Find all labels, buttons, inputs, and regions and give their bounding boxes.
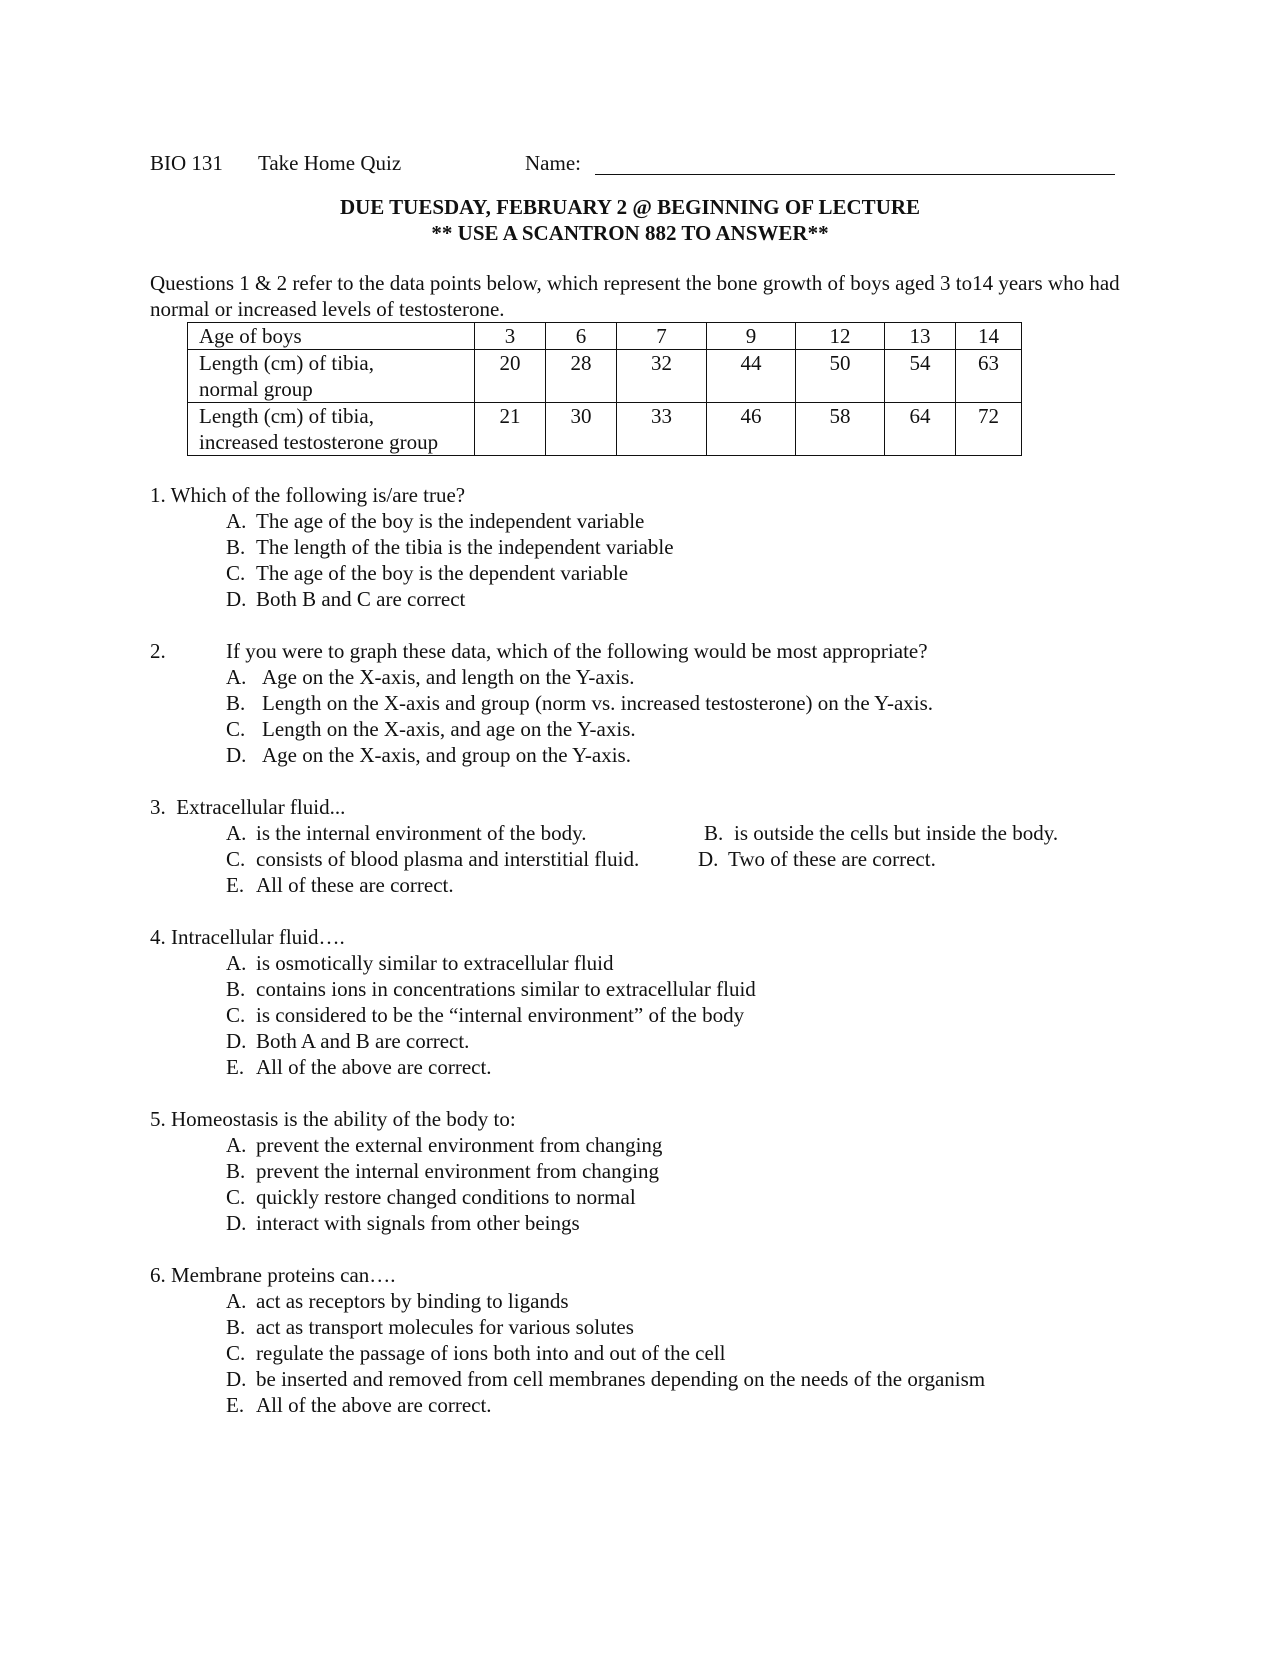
scantron-instruction: ** USE A SCANTRON 882 TO ANSWER** [431,221,829,245]
option-letter: B. [226,1315,246,1339]
question-4 [150,924,1130,1080]
option-letter: C. [226,847,246,871]
answer-option [226,1132,1130,1158]
option-text: All of the above are correct. [256,1393,492,1417]
option-text: prevent the external environment from changing [256,1133,663,1157]
option-letter: A. [226,821,247,845]
question-number: 6. [150,1263,166,1287]
option-letter: B. [226,977,246,1001]
increased-cell: 30 [546,403,617,456]
table-row [188,403,1022,456]
option-letter: D. [698,847,719,871]
option-text: Length on the X-axis, and age on the Y-axis. [262,717,636,741]
row-label-line: Length (cm) of tibia, [199,404,374,428]
options-list [226,664,1130,768]
increased-cell: 33 [617,403,707,456]
normal-cell: 63 [956,350,1022,403]
row-label-normal [188,350,475,403]
option-letter: A. [226,1133,247,1157]
option-letter: B. [226,535,246,559]
option-text: consists of blood plasma and interstitial fluid. [256,847,640,871]
option-letter: E. [226,1055,245,1079]
normal-cell: 28 [546,350,617,403]
question-number: 2. [150,639,166,663]
option-letter: A. [226,509,247,533]
options-list [226,1288,1130,1418]
question-number: 1. [150,483,166,507]
age-cell: 12 [796,323,885,350]
answer-option [226,1054,1130,1080]
age-cell: 13 [885,323,956,350]
answer-option [226,1366,1130,1392]
question-5 [150,1106,1130,1236]
row-label-line: increased testosterone group [199,430,439,454]
normal-cell: 44 [707,350,796,403]
increased-cell: 46 [707,403,796,456]
option-letter: C. [226,1185,246,1209]
question-text: Extracellular fluid... [176,795,346,819]
row-label-line: normal group [199,377,313,401]
table-row [188,323,1022,350]
name-label: Name: [525,151,581,175]
option-letter: A. [226,665,247,689]
option-letter: C. [226,561,246,585]
options-list [226,820,1130,898]
question-text: Which of the following is/are true? [170,483,466,507]
option-letter: E. [226,873,245,897]
option-letter: D. [226,743,247,767]
answer-option [226,1002,1130,1028]
answer-option [226,846,698,872]
increased-cell: 21 [475,403,546,456]
option-text: prevent the internal environment from changing [256,1159,659,1183]
option-text: is osmotically similar to extracellular fluid [256,951,614,975]
due-date-line: DUE TUESDAY, FEBRUARY 2 @ BEGINNING OF LECTURE [339,195,921,219]
option-text: All of these are correct. [256,873,454,897]
question-text: Intracellular fluid…. [171,925,345,949]
options-list [226,1132,1130,1236]
question-stem [150,1106,1130,1132]
options-row [226,846,1130,872]
question-stem [150,924,1130,950]
option-text: regulate the passage of ions both into and out of the cell [256,1341,726,1365]
normal-cell: 20 [475,350,546,403]
answer-option [226,872,1130,898]
row-label-age: Age of boys [188,323,475,350]
option-letter: A. [226,951,247,975]
question-3 [150,794,1130,898]
option-letter: C. [226,1341,246,1365]
option-text: act as transport molecules for various solutes [256,1315,634,1339]
option-text: quickly restore changed conditions to normal [256,1185,636,1209]
option-text: The age of the boy is the dependent variable [256,561,629,585]
course-code: BIO 131 [150,151,223,175]
answer-option [226,1158,1130,1184]
answer-option [226,820,704,846]
increased-cell: 64 [885,403,956,456]
option-letter: B. [226,691,246,715]
option-letter: C. [226,1003,246,1027]
answer-option [226,560,1130,586]
normal-cell: 54 [885,350,956,403]
option-text: contains ions in concentrations similar to extracellular fluid [256,977,756,1001]
question-text: Membrane proteins can…. [171,1263,396,1287]
question-number: 5. [150,1107,166,1131]
answer-option [226,1340,1130,1366]
option-text: is outside the cells but inside the body. [734,821,1059,845]
option-letter: D. [226,1029,247,1053]
question-stem [150,638,1130,664]
name-blank-line[interactable] [595,174,1115,175]
question-6 [150,1262,1130,1418]
question-2 [150,638,1130,768]
option-letter: B. [704,821,724,845]
option-text: is the internal environment of the body. [256,821,587,845]
question-stem [150,1262,1130,1288]
age-cell: 7 [617,323,707,350]
question-stem [150,482,1130,508]
answer-option [698,846,936,872]
option-text: Age on the X-axis, and length on the Y-axis. [262,665,635,689]
answer-option [226,664,1130,690]
option-text: Both B and C are correct [256,587,466,611]
answer-option [226,1210,1130,1236]
answer-option [226,976,1130,1002]
option-text: Two of these are correct. [728,847,936,871]
option-letter: D. [226,1211,247,1235]
option-text: is considered to be the “internal environment” of the body [256,1003,745,1027]
option-text: All of the above are correct. [256,1055,492,1079]
answer-option [226,950,1130,976]
answer-option [226,508,1130,534]
question-number: 4. [150,925,166,949]
option-text: The length of the tibia is the independent variable [256,535,674,559]
option-letter: B. [226,1159,246,1183]
question-stem [150,794,1130,820]
options-list [226,950,1130,1080]
intro-paragraph: Questions 1 & 2 refer to the data points below, which represent the bone growth of boys aged 3 to14 years who had normal or increased levels of testosterone. [150,271,1120,321]
answer-option [226,1028,1130,1054]
option-text: Length on the X-axis and group (norm vs. increased testosterone) on the Y-axis. [262,691,934,715]
option-text: interact with signals from other beings [256,1211,580,1235]
table-row [188,350,1022,403]
option-text: be inserted and removed from cell membranes depending on the needs of the organism [256,1367,986,1391]
answer-option [226,534,1130,560]
option-text: The age of the boy is the independent variable [256,509,645,533]
option-letter: D. [226,587,247,611]
answer-option [226,1184,1130,1210]
row-label-increased [188,403,475,456]
option-letter: A. [226,1289,247,1313]
option-text: act as receptors by binding to ligands [256,1289,569,1313]
question-1 [150,482,1130,612]
normal-cell: 32 [617,350,707,403]
question-number: 3. [150,795,166,819]
increased-cell: 72 [956,403,1022,456]
normal-cell: 50 [796,350,885,403]
option-letter: D. [226,1367,247,1391]
quiz-page [150,150,1130,1418]
answer-option [226,742,1130,768]
question-text: If you were to graph these data, which of the following would be most appropriate? [226,639,928,663]
age-cell: 9 [707,323,796,350]
quiz-title: Take Home Quiz [258,151,402,175]
option-text: Age on the X-axis, and group on the Y-axis. [262,743,631,767]
increased-cell: 58 [796,403,885,456]
answer-option [226,1314,1130,1340]
option-letter: C. [226,717,246,741]
answer-option [226,716,1130,742]
option-letter: E. [226,1393,245,1417]
age-cell: 6 [546,323,617,350]
answer-option [226,1288,1130,1314]
age-cell: 14 [956,323,1022,350]
age-cell: 3 [475,323,546,350]
options-row [226,820,1130,846]
answer-option [704,820,1058,846]
answer-option [226,1392,1130,1418]
options-list [226,508,1130,612]
answer-option [226,586,1130,612]
answer-option [226,690,1130,716]
bone-growth-table [187,322,1022,456]
row-label-line: Length (cm) of tibia, [199,351,374,375]
option-text: Both A and B are correct. [256,1029,470,1053]
header-row [150,150,1130,176]
question-text: Homeostasis is the ability of the body to: [171,1107,516,1131]
